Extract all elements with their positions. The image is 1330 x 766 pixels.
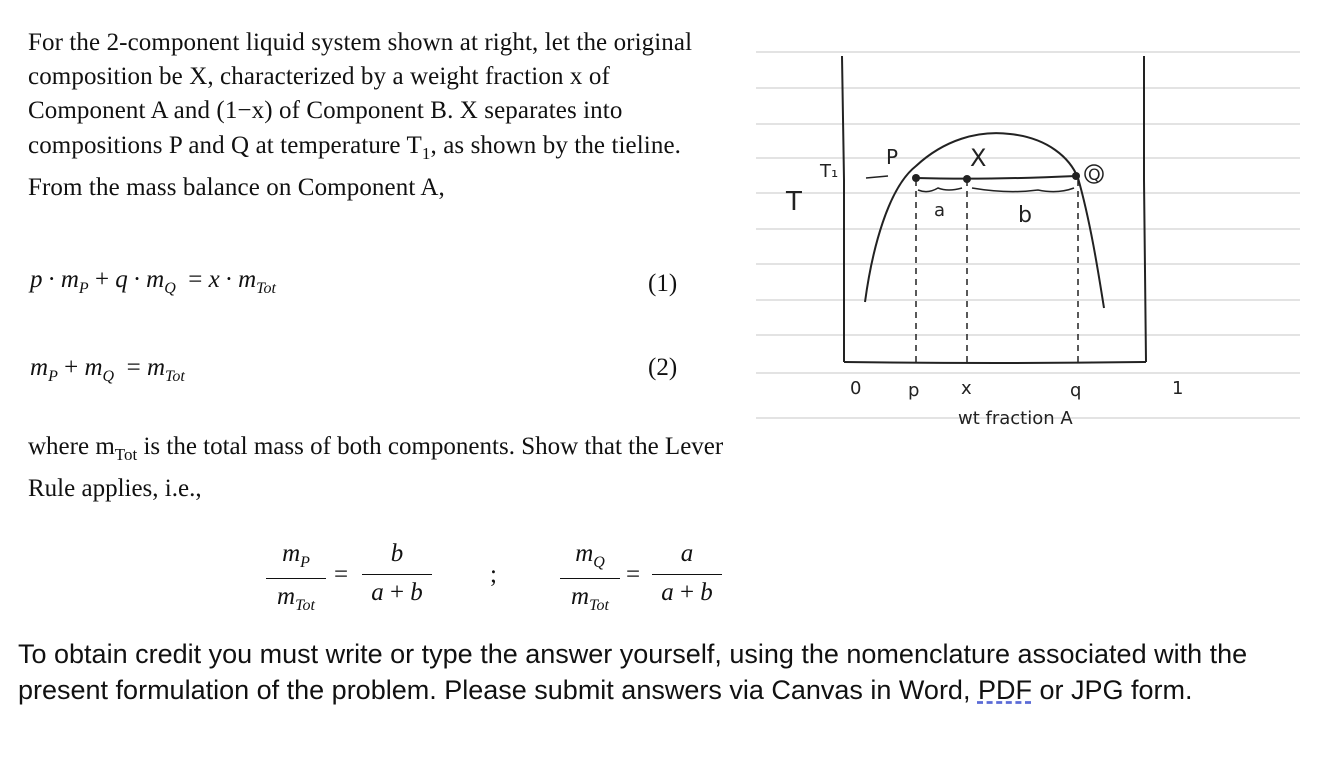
intro-text-end: , as shown by the tieline. From the mass balance on Component A, [28, 131, 681, 201]
tieline [916, 176, 1076, 179]
equation-2-number: (2) [648, 354, 678, 381]
label-p: P [886, 145, 899, 169]
lever-separator: ; [490, 561, 497, 588]
lever-frac-a: a a + b [652, 540, 722, 607]
point-x [963, 175, 971, 183]
tick-1: 1 [1172, 378, 1184, 399]
phase-diagram [748, 30, 1308, 430]
x-axis-label: wt fraction A [958, 408, 1073, 429]
label-x: X [970, 144, 987, 172]
lever-frac-b: b a + b [362, 540, 432, 607]
intro-text: For the 2-component liquid system shown at right, let the original composition be X, characterized by a weight fraction x of Component A and (1−x) of Component B. X separates into compositions P and Q at temperature T [28, 29, 693, 159]
lever-frac-mq: $m_Q$ $m_{Tot}$ [560, 540, 620, 615]
temperature-label: T₁ [820, 161, 839, 182]
label-q: Q [1088, 165, 1101, 184]
equation-2: $m_P + m_Q = m_{Tot}$ [30, 354, 185, 385]
lever-frac-mp: $m_P$ $m_{Tot}$ [266, 540, 326, 615]
y-axis-label: T [786, 187, 802, 217]
tick-q: q [1070, 380, 1082, 401]
label-b: b [1018, 203, 1032, 228]
problem-intro [28, 26, 728, 205]
label-a: a [934, 200, 946, 221]
point-p [912, 174, 920, 182]
t1-tick [866, 176, 888, 178]
instructions: To obtain credit you must write or type the answer yourself, using the nomenclature associated with the present formulation of the problem. Please submit answers via Canvas in Word, PDF or JPG form. [18, 639, 1248, 705]
tick-p: p [908, 380, 920, 401]
pdf-word: PDF [977, 675, 1032, 705]
where-text: where $m_{Tot}$ is the total mass of both components. Show that the Lever Rule applies, i.e., [28, 433, 724, 503]
tick-x: x [961, 378, 972, 399]
segment-b [972, 188, 1074, 192]
intro-subscript: 1 [421, 143, 431, 163]
equation-1: $p \cdot m_P + q \cdot m_Q = x \cdot m_{Tot}$ [30, 266, 276, 297]
tick-0: 0 [850, 378, 862, 399]
equals-sign: = [334, 561, 349, 588]
segment-a [918, 188, 962, 192]
equation-1-number: (1) [648, 270, 678, 297]
equals-sign-2: = [626, 561, 641, 588]
point-q [1072, 172, 1080, 180]
